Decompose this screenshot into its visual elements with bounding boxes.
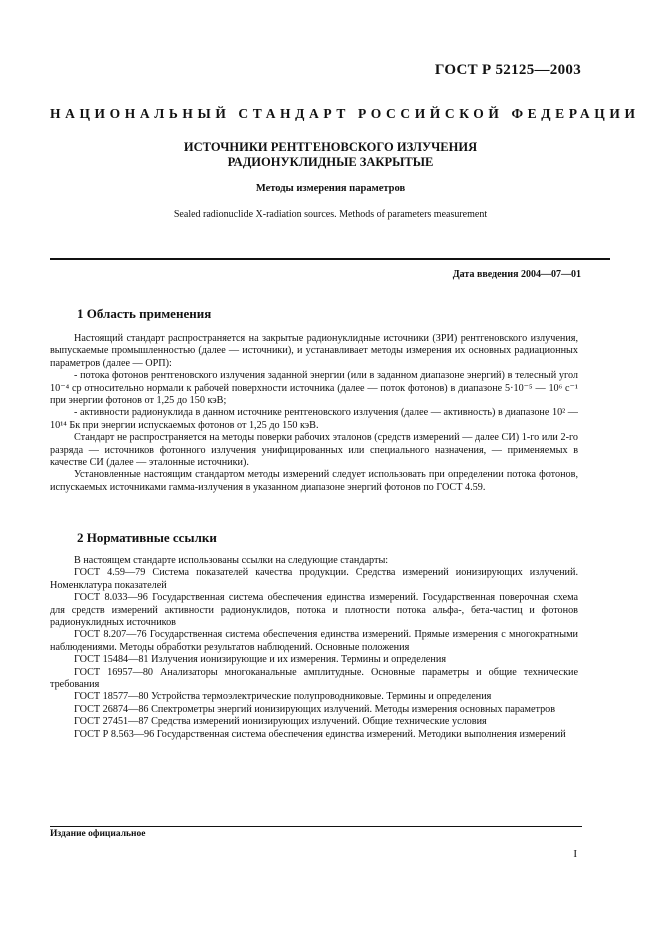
title-line-2: РАДИОНУКЛИДНЫЕ ЗАКРЫТЫЕ — [227, 155, 434, 169]
section-1-paragraph: Установленные настоящим стандартом методы измерений следует использовать при определении потока фотонов, испускаемых источниками гамма-излучения в указанном диапазоне энергий фотонов по ГОСТ 4.59. — [50, 469, 578, 493]
section-2-body — [50, 555, 578, 741]
subtitle: Методы измерения параметров — [255, 183, 406, 194]
reference-item: ГОСТ 4.59—79 Система показателей качества продукции. Средства измерений ионизирующих излучений. Номенклатура показателей — [50, 567, 578, 591]
section-1-paragraph: - потока фотонов рентгеновского излучения заданной энергии (или в заданном диапазоне энергий) в телесный угол 10⁻⁴ ср относительно нормали к рабочей поверхности источника (далее — поток фотонов) в диапазоне 5·10⁻⁵ — 10⁶ с⁻¹ при энергии фотонов от 1,25 до 150 кэВ; — [50, 370, 578, 407]
top-divider — [50, 258, 610, 260]
footer-divider — [50, 826, 582, 827]
national-standard-banner: НАЦИОНАЛЬНЫЙ СТАНДАРТ РОССИЙСКОЙ ФЕДЕРАЦИИ — [50, 106, 640, 121]
introduction-date: Дата введения 2004—07—01 — [452, 269, 581, 280]
reference-item: ГОСТ 15484—81 Излучения ионизирующие и их измерения. Термины и определения — [74, 654, 447, 666]
english-title: Sealed radionuclide X-radiation sources. Methods of parameters measurement — [173, 209, 488, 220]
section-2-intro: В настоящем стандарте использованы ссылки на следующие стандарты: — [74, 555, 389, 566]
section-2-heading: 2 Нормативные ссылки — [77, 530, 217, 545]
section-1-heading: 1 Область применения — [77, 306, 212, 321]
gost-number: ГОСТ Р 52125—2003 — [434, 62, 581, 78]
title-block — [50, 140, 611, 220]
reference-item: ГОСТ 18577—80 Устройства термоэлектрические полупроводниковые. Термины и определения — [74, 691, 492, 703]
reference-item: ГОСТ 27451—87 Средства измерений ионизирующих излучений. Общие технические условия — [74, 716, 487, 728]
section-1-body — [50, 333, 578, 494]
reference-item: ГОСТ 8.207—76 Государственная система обеспечения единства измерений. Прямые измерения с многократными наблюдениями. Методы обработки результатов наблюдений. Основные положения — [50, 629, 578, 653]
edition-label: Издание официальное — [50, 829, 146, 839]
reference-item: ГОСТ 16957—80 Анализаторы многоканальные амплитудные. Основные параметры и общие технические требования — [50, 666, 578, 691]
reference-item: ГОСТ Р 8.563—96 Государственная система обеспечения единства измерений. Методики выполнения измерений — [74, 728, 566, 740]
section-1-paragraph: Настоящий стандарт распространяется на закрытые радионуклидные источники (ЗРИ) рентгеновского излучения, выпускаемые промышленностью (далее — источники), и устанавливает методы измерения их основных радиационных параметров (далее — ОРП): — [50, 333, 578, 369]
section-1-paragraph: - активности радионуклида в данном источнике рентгеновского излучения (далее — активность) в диапазоне 10² — 10¹⁴ Бк при энергии испускаемых фотонов от 1,25 до 150 кэВ. — [50, 407, 578, 431]
section-1-paragraph: Стандарт не распространяется на методы поверки рабочих эталонов (средств измерений — далее СИ) 1-го или 2-го разряда — источников фотонного излучения унифицированных или специального назначения, — применяемых в качестве СИ (далее — эталонные источники). — [50, 432, 578, 469]
page-number: I — [573, 848, 577, 860]
title-line-1: ИСТОЧНИКИ РЕНТГЕНОВСКОГО ИЗЛУЧЕНИЯ — [183, 140, 478, 154]
reference-item: ГОСТ 8.033—96 Государственная система обеспечения единства измерений. Государственная поверочная схема для средств измерений активности радионуклидов, потока и плотности потока альфа-, бета-частиц и фотонов радионуклидных источников — [50, 592, 578, 629]
reference-item: ГОСТ 26874—86 Спектрометры энергий ионизирующих излучений. Методы измерения основных параметров — [74, 703, 556, 715]
